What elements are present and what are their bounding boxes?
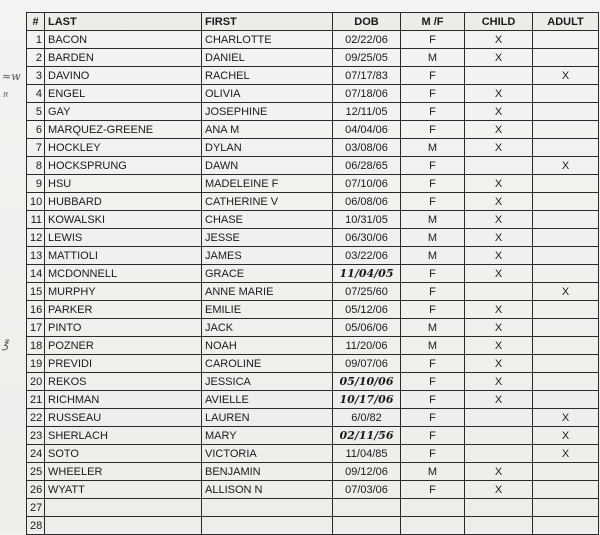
- child-mark-cell: X: [465, 211, 533, 229]
- adult-mark-cell: [533, 265, 599, 283]
- adult-mark-cell: X: [533, 157, 599, 175]
- child-mark-cell: [465, 445, 533, 463]
- table-row: [27, 481, 599, 499]
- adult-mark-cell: [533, 355, 599, 373]
- sex-cell: F: [401, 445, 465, 463]
- row-number: 27: [27, 499, 45, 517]
- child-mark-cell: X: [465, 121, 533, 139]
- table-row: [27, 85, 599, 103]
- sex-cell: M: [401, 211, 465, 229]
- header-mf: M /F: [401, 13, 465, 31]
- last-name-cell: MURPHY: [45, 283, 202, 301]
- dob-cell: 02/22/06: [333, 31, 401, 49]
- adult-mark-cell: [533, 175, 599, 193]
- table-row: [27, 67, 599, 85]
- adult-mark-cell: [533, 481, 599, 499]
- last-name-cell: HOCKLEY: [45, 139, 202, 157]
- first-name-cell: DANIEL: [202, 49, 333, 67]
- adult-mark-cell: X: [533, 427, 599, 445]
- last-name-cell: MATTIOLI: [45, 247, 202, 265]
- dob-cell: 07/25/60: [333, 283, 401, 301]
- first-name-cell: CHASE: [202, 211, 333, 229]
- dob-cell: 12/11/05: [333, 103, 401, 121]
- last-name-cell: PREVIDI: [45, 355, 202, 373]
- row-number: 19: [27, 355, 45, 373]
- first-name-cell: DAWN: [202, 157, 333, 175]
- row-number: 23: [27, 427, 45, 445]
- row-number: 9: [27, 175, 45, 193]
- sex-cell: F: [401, 427, 465, 445]
- adult-mark-cell: [533, 193, 599, 211]
- table-row: [27, 355, 599, 373]
- table-row: [27, 445, 599, 463]
- row-number: 11: [27, 211, 45, 229]
- first-name-cell: BENJAMIN: [202, 463, 333, 481]
- dob-cell: 11/20/06: [333, 337, 401, 355]
- last-name-cell: BARDEN: [45, 49, 202, 67]
- last-name-cell: DAVINO: [45, 67, 202, 85]
- row-number: 10: [27, 193, 45, 211]
- first-name-cell: GRACE: [202, 265, 333, 283]
- child-mark-cell: X: [465, 247, 533, 265]
- sex-cell: F: [401, 355, 465, 373]
- table-row: [27, 265, 599, 283]
- table-row: [27, 319, 599, 337]
- first-name-cell: NOAH: [202, 337, 333, 355]
- sex-cell: [401, 499, 465, 517]
- dob-cell: 09/07/06: [333, 355, 401, 373]
- adult-mark-cell: [533, 247, 599, 265]
- row-number: 22: [27, 409, 45, 427]
- child-mark-cell: [465, 283, 533, 301]
- row-number: 6: [27, 121, 45, 139]
- header-child: CHILD: [465, 13, 533, 31]
- row-number: 3: [27, 67, 45, 85]
- sex-cell: F: [401, 175, 465, 193]
- dob-cell: 03/22/06: [333, 247, 401, 265]
- roster-table: [26, 12, 599, 535]
- dob-cell: 10/31/05: [333, 211, 401, 229]
- last-name-cell: WHEELER: [45, 463, 202, 481]
- dob-cell: 02/11/56: [333, 427, 401, 445]
- first-name-cell: MADELEINE F: [202, 175, 333, 193]
- first-name-cell: CHARLOTTE: [202, 31, 333, 49]
- sex-cell: F: [401, 265, 465, 283]
- last-name-cell: POZNER: [45, 337, 202, 355]
- table-row: [27, 247, 599, 265]
- child-mark-cell: [465, 427, 533, 445]
- last-name-cell: GAY: [45, 103, 202, 121]
- first-name-cell: MARY: [202, 427, 333, 445]
- table-row: [27, 31, 599, 49]
- sex-cell: F: [401, 409, 465, 427]
- child-mark-cell: X: [465, 301, 533, 319]
- table-row: [27, 157, 599, 175]
- first-name-cell: EMILIE: [202, 301, 333, 319]
- dob-cell: 07/03/06: [333, 481, 401, 499]
- first-name-cell: JESSE: [202, 229, 333, 247]
- adult-mark-cell: [533, 319, 599, 337]
- row-number: 15: [27, 283, 45, 301]
- first-name-cell: AVIELLE: [202, 391, 333, 409]
- child-mark-cell: X: [465, 319, 533, 337]
- row-number: 5: [27, 103, 45, 121]
- row-number: 20: [27, 373, 45, 391]
- header-first: FIRST: [202, 13, 333, 31]
- table-row: [27, 49, 599, 67]
- table-row: [27, 337, 599, 355]
- child-mark-cell: X: [465, 337, 533, 355]
- last-name-cell: PINTO: [45, 319, 202, 337]
- first-name-cell: ALLISON N: [202, 481, 333, 499]
- child-mark-cell: X: [465, 481, 533, 499]
- last-name-cell: HUBBARD: [45, 193, 202, 211]
- sex-cell: F: [401, 301, 465, 319]
- child-mark-cell: X: [465, 49, 533, 67]
- dob-cell: [333, 499, 401, 517]
- first-name-cell: [202, 499, 333, 517]
- last-name-cell: KOWALSKI: [45, 211, 202, 229]
- row-number: 1: [27, 31, 45, 49]
- dob-cell: 06/08/06: [333, 193, 401, 211]
- row-number: 2: [27, 49, 45, 67]
- adult-mark-cell: [533, 499, 599, 517]
- child-mark-cell: X: [465, 85, 533, 103]
- first-name-cell: ANA M: [202, 121, 333, 139]
- first-name-cell: JESSICA: [202, 373, 333, 391]
- table-row: [27, 373, 599, 391]
- first-name-cell: LAUREN: [202, 409, 333, 427]
- sex-cell: F: [401, 157, 465, 175]
- last-name-cell: SOTO: [45, 445, 202, 463]
- table-row: [27, 427, 599, 445]
- first-name-cell: DYLAN: [202, 139, 333, 157]
- table-row: [27, 409, 599, 427]
- row-number: 25: [27, 463, 45, 481]
- first-name-cell: VICTORIA: [202, 445, 333, 463]
- last-name-cell: [45, 499, 202, 517]
- row-number: 13: [27, 247, 45, 265]
- adult-mark-cell: X: [533, 67, 599, 85]
- adult-mark-cell: [533, 391, 599, 409]
- sex-cell: M: [401, 247, 465, 265]
- last-name-cell: MARQUEZ-GREENE: [45, 121, 202, 139]
- first-name-cell: JOSEPHINE: [202, 103, 333, 121]
- child-mark-cell: X: [465, 229, 533, 247]
- table-row: [27, 139, 599, 157]
- child-mark-cell: X: [465, 463, 533, 481]
- child-mark-cell: X: [465, 373, 533, 391]
- child-mark-cell: X: [465, 265, 533, 283]
- sex-cell: F: [401, 67, 465, 85]
- sex-cell: F: [401, 121, 465, 139]
- header-row: [27, 13, 599, 31]
- sex-cell: M: [401, 229, 465, 247]
- first-name-cell: OLIVIA: [202, 85, 333, 103]
- row-number: 26: [27, 481, 45, 499]
- child-mark-cell: [465, 67, 533, 85]
- adult-mark-cell: [533, 103, 599, 121]
- dob-cell: 6/0/82: [333, 409, 401, 427]
- sex-cell: F: [401, 373, 465, 391]
- adult-mark-cell: [533, 337, 599, 355]
- last-name-cell: RUSSEAU: [45, 409, 202, 427]
- row-number: 4: [27, 85, 45, 103]
- adult-mark-cell: [533, 211, 599, 229]
- row-number: 16: [27, 301, 45, 319]
- adult-mark-cell: [533, 49, 599, 67]
- child-mark-cell: X: [465, 175, 533, 193]
- table-row: [27, 175, 599, 193]
- last-name-cell: SHERLACH: [45, 427, 202, 445]
- row-number: 8: [27, 157, 45, 175]
- dob-cell: 09/25/05: [333, 49, 401, 67]
- table-row: [27, 103, 599, 121]
- table-row: [27, 193, 599, 211]
- sex-cell: M: [401, 319, 465, 337]
- table-row: [27, 229, 599, 247]
- last-name-cell: WYATT: [45, 481, 202, 499]
- child-mark-cell: [465, 499, 533, 517]
- table-row: [27, 391, 599, 409]
- last-name-cell: ENGEL: [45, 85, 202, 103]
- header-adult: ADULT: [533, 13, 599, 31]
- margin-mark-2: ᴿ: [3, 90, 9, 103]
- last-name-cell: MCDONNELL: [45, 265, 202, 283]
- table-row: [27, 211, 599, 229]
- dob-cell: 03/08/06: [333, 139, 401, 157]
- margin-mark-3: ℥: [2, 338, 9, 351]
- adult-mark-cell: [533, 121, 599, 139]
- table-row: [27, 121, 599, 139]
- first-name-cell: ANNE MARIE: [202, 283, 333, 301]
- margin-mark-1: ≈w: [2, 70, 21, 83]
- table-row: [27, 463, 599, 481]
- sex-cell: F: [401, 283, 465, 301]
- table-row: [27, 499, 599, 517]
- row-number: 28: [27, 517, 45, 535]
- adult-mark-cell: X: [533, 409, 599, 427]
- sex-cell: F: [401, 103, 465, 121]
- row-number: 12: [27, 229, 45, 247]
- row-number: 17: [27, 319, 45, 337]
- row-number: 14: [27, 265, 45, 283]
- sex-cell: F: [401, 391, 465, 409]
- dob-cell: 07/17/83: [333, 67, 401, 85]
- child-mark-cell: X: [465, 355, 533, 373]
- table-row: [27, 301, 599, 319]
- sex-cell: M: [401, 139, 465, 157]
- row-number: 18: [27, 337, 45, 355]
- child-mark-cell: [465, 409, 533, 427]
- dob-cell: 09/12/06: [333, 463, 401, 481]
- last-name-cell: HOCKSPRUNG: [45, 157, 202, 175]
- child-mark-cell: [465, 157, 533, 175]
- last-name-cell: BACON: [45, 31, 202, 49]
- adult-mark-cell: X: [533, 283, 599, 301]
- dob-cell: 11/04/05: [333, 265, 401, 283]
- last-name-cell: RICHMAN: [45, 391, 202, 409]
- table-row: [27, 283, 599, 301]
- sex-cell: F: [401, 85, 465, 103]
- sex-cell: M: [401, 49, 465, 67]
- sex-cell: F: [401, 31, 465, 49]
- last-name-cell: LEWIS: [45, 229, 202, 247]
- dob-cell: 05/06/06: [333, 319, 401, 337]
- first-name-cell: CATHERINE V: [202, 193, 333, 211]
- adult-mark-cell: [533, 31, 599, 49]
- sex-cell: F: [401, 481, 465, 499]
- adult-mark-cell: [533, 229, 599, 247]
- first-name-cell: RACHEL: [202, 67, 333, 85]
- header-dob: DOB: [333, 13, 401, 31]
- dob-cell: 04/04/06: [333, 121, 401, 139]
- sex-cell: F: [401, 193, 465, 211]
- child-mark-cell: X: [465, 193, 533, 211]
- adult-mark-cell: X: [533, 445, 599, 463]
- dob-cell: 07/18/06: [333, 85, 401, 103]
- row-number: 21: [27, 391, 45, 409]
- header-number: #: [27, 13, 45, 31]
- adult-mark-cell: [533, 463, 599, 481]
- dob-cell: 10/17/06: [333, 391, 401, 409]
- dob-cell: 06/30/06: [333, 229, 401, 247]
- dob-cell: 07/10/06: [333, 175, 401, 193]
- dob-cell: 05/10/06: [333, 373, 401, 391]
- last-name-cell: REKOS: [45, 373, 202, 391]
- child-mark-cell: X: [465, 139, 533, 157]
- row-number: 7: [27, 139, 45, 157]
- dob-cell: 05/12/06: [333, 301, 401, 319]
- child-mark-cell: X: [465, 103, 533, 121]
- adult-mark-cell: [533, 85, 599, 103]
- sex-cell: M: [401, 463, 465, 481]
- child-mark-cell: X: [465, 31, 533, 49]
- last-name-cell: PARKER: [45, 301, 202, 319]
- first-name-cell: JAMES: [202, 247, 333, 265]
- sex-cell: M: [401, 337, 465, 355]
- child-mark-cell: X: [465, 391, 533, 409]
- adult-mark-cell: [533, 373, 599, 391]
- first-name-cell: JACK: [202, 319, 333, 337]
- dob-cell: 11/04/85: [333, 445, 401, 463]
- dob-cell: 06/28/65: [333, 157, 401, 175]
- header-last: LAST: [45, 13, 202, 31]
- row-number: 24: [27, 445, 45, 463]
- last-name-cell: HSU: [45, 175, 202, 193]
- adult-mark-cell: [533, 139, 599, 157]
- adult-mark-cell: [533, 301, 599, 319]
- first-name-cell: CAROLINE: [202, 355, 333, 373]
